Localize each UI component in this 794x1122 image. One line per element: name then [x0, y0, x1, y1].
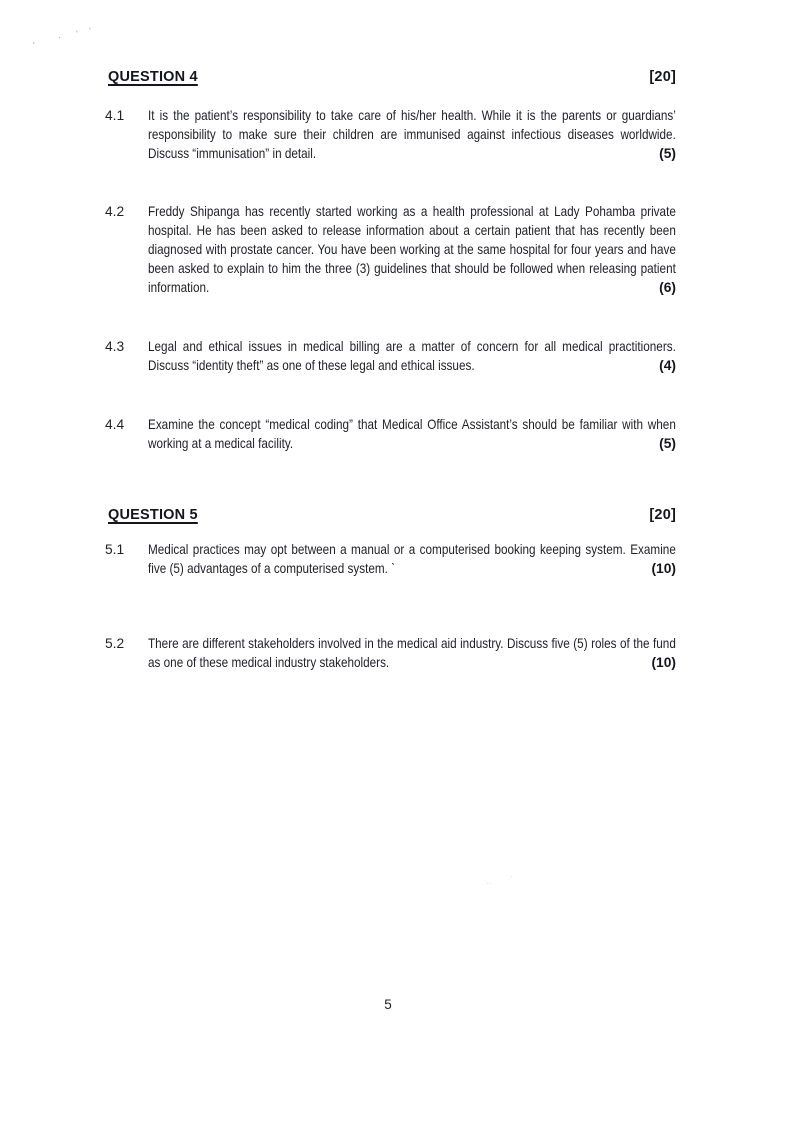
item-marks: (5)	[659, 436, 676, 451]
question-item-4-1	[105, 106, 676, 163]
item-body	[148, 634, 676, 672]
question-item-4-3	[105, 337, 676, 375]
item-number: 4.4	[105, 417, 125, 432]
item-text: Medical practices may opt between a manual or a computerised booking keeping system. Examine five (5) advantages of a computerised system. ˋ	[148, 542, 676, 576]
question4-header	[108, 69, 676, 85]
question-item-5-1	[105, 540, 676, 578]
question5-header	[108, 507, 676, 523]
item-number: 4.3	[105, 339, 125, 354]
page-number: 5	[384, 997, 392, 1012]
scan-artifact: ʹ	[76, 29, 78, 39]
item-number: 5.1	[105, 542, 125, 557]
item-text: It is the patient’s responsibility to take care of his/her health. While it is the parents or guardians’ responsibility to make sure their children are immunised against infectious diseases worldwide. Discuss “immunisation” in detail.	[148, 108, 676, 161]
item-number: 4.1	[105, 108, 125, 123]
item-body	[148, 337, 676, 375]
item-number: 5.2	[105, 636, 125, 651]
item-text: Examine the concept “medical coding” that Medical Office Assistant’s should be familiar with when working at a medical facility.	[148, 417, 676, 451]
scan-artifact: ·	[58, 32, 61, 42]
question5-total-marks: [20]	[649, 507, 676, 523]
scan-artifact: ,	[32, 34, 37, 46]
item-marks: (5)	[659, 146, 676, 161]
item-text: There are different stakeholders involved in the medical aid industry. Discuss five (5) roles of the fund as one of these medical industry stakeholders.	[148, 636, 676, 670]
item-body	[148, 106, 676, 163]
question-item-4-2	[105, 202, 676, 297]
question4-heading: QUESTION 4	[108, 69, 198, 85]
item-body	[148, 415, 676, 453]
scan-artifact: ··	[486, 879, 492, 888]
question-item-4-4	[105, 415, 676, 453]
item-marks: (6)	[659, 280, 676, 295]
item-text: Legal and ethical issues in medical billing are a matter of concern for all medical practitioners. Discuss “identity theft” as one of these legal and ethical issues.	[148, 339, 676, 373]
scan-artifact: ·	[510, 872, 513, 881]
item-body	[148, 540, 676, 578]
item-body	[148, 202, 676, 297]
scan-artifact: ʻ	[89, 26, 91, 36]
item-marks: (10)	[651, 655, 676, 670]
item-marks: (4)	[659, 358, 676, 373]
item-number: 4.2	[105, 204, 125, 219]
item-text: Freddy Shipanga has recently started working as a health professional at Lady Pohamba private hospital. He has been asked to release information about a certain patient that has recently been diagnosed with prostate cancer. You have been working at the same hospital for four years and have been asked to explain to him the three (3) guidelines that should be followed when releasing patient information.	[148, 204, 676, 295]
item-marks: (10)	[651, 561, 676, 576]
question-item-5-2	[105, 634, 676, 672]
question5-heading: QUESTION 5	[108, 507, 198, 523]
question4-total-marks: [20]	[649, 69, 676, 85]
